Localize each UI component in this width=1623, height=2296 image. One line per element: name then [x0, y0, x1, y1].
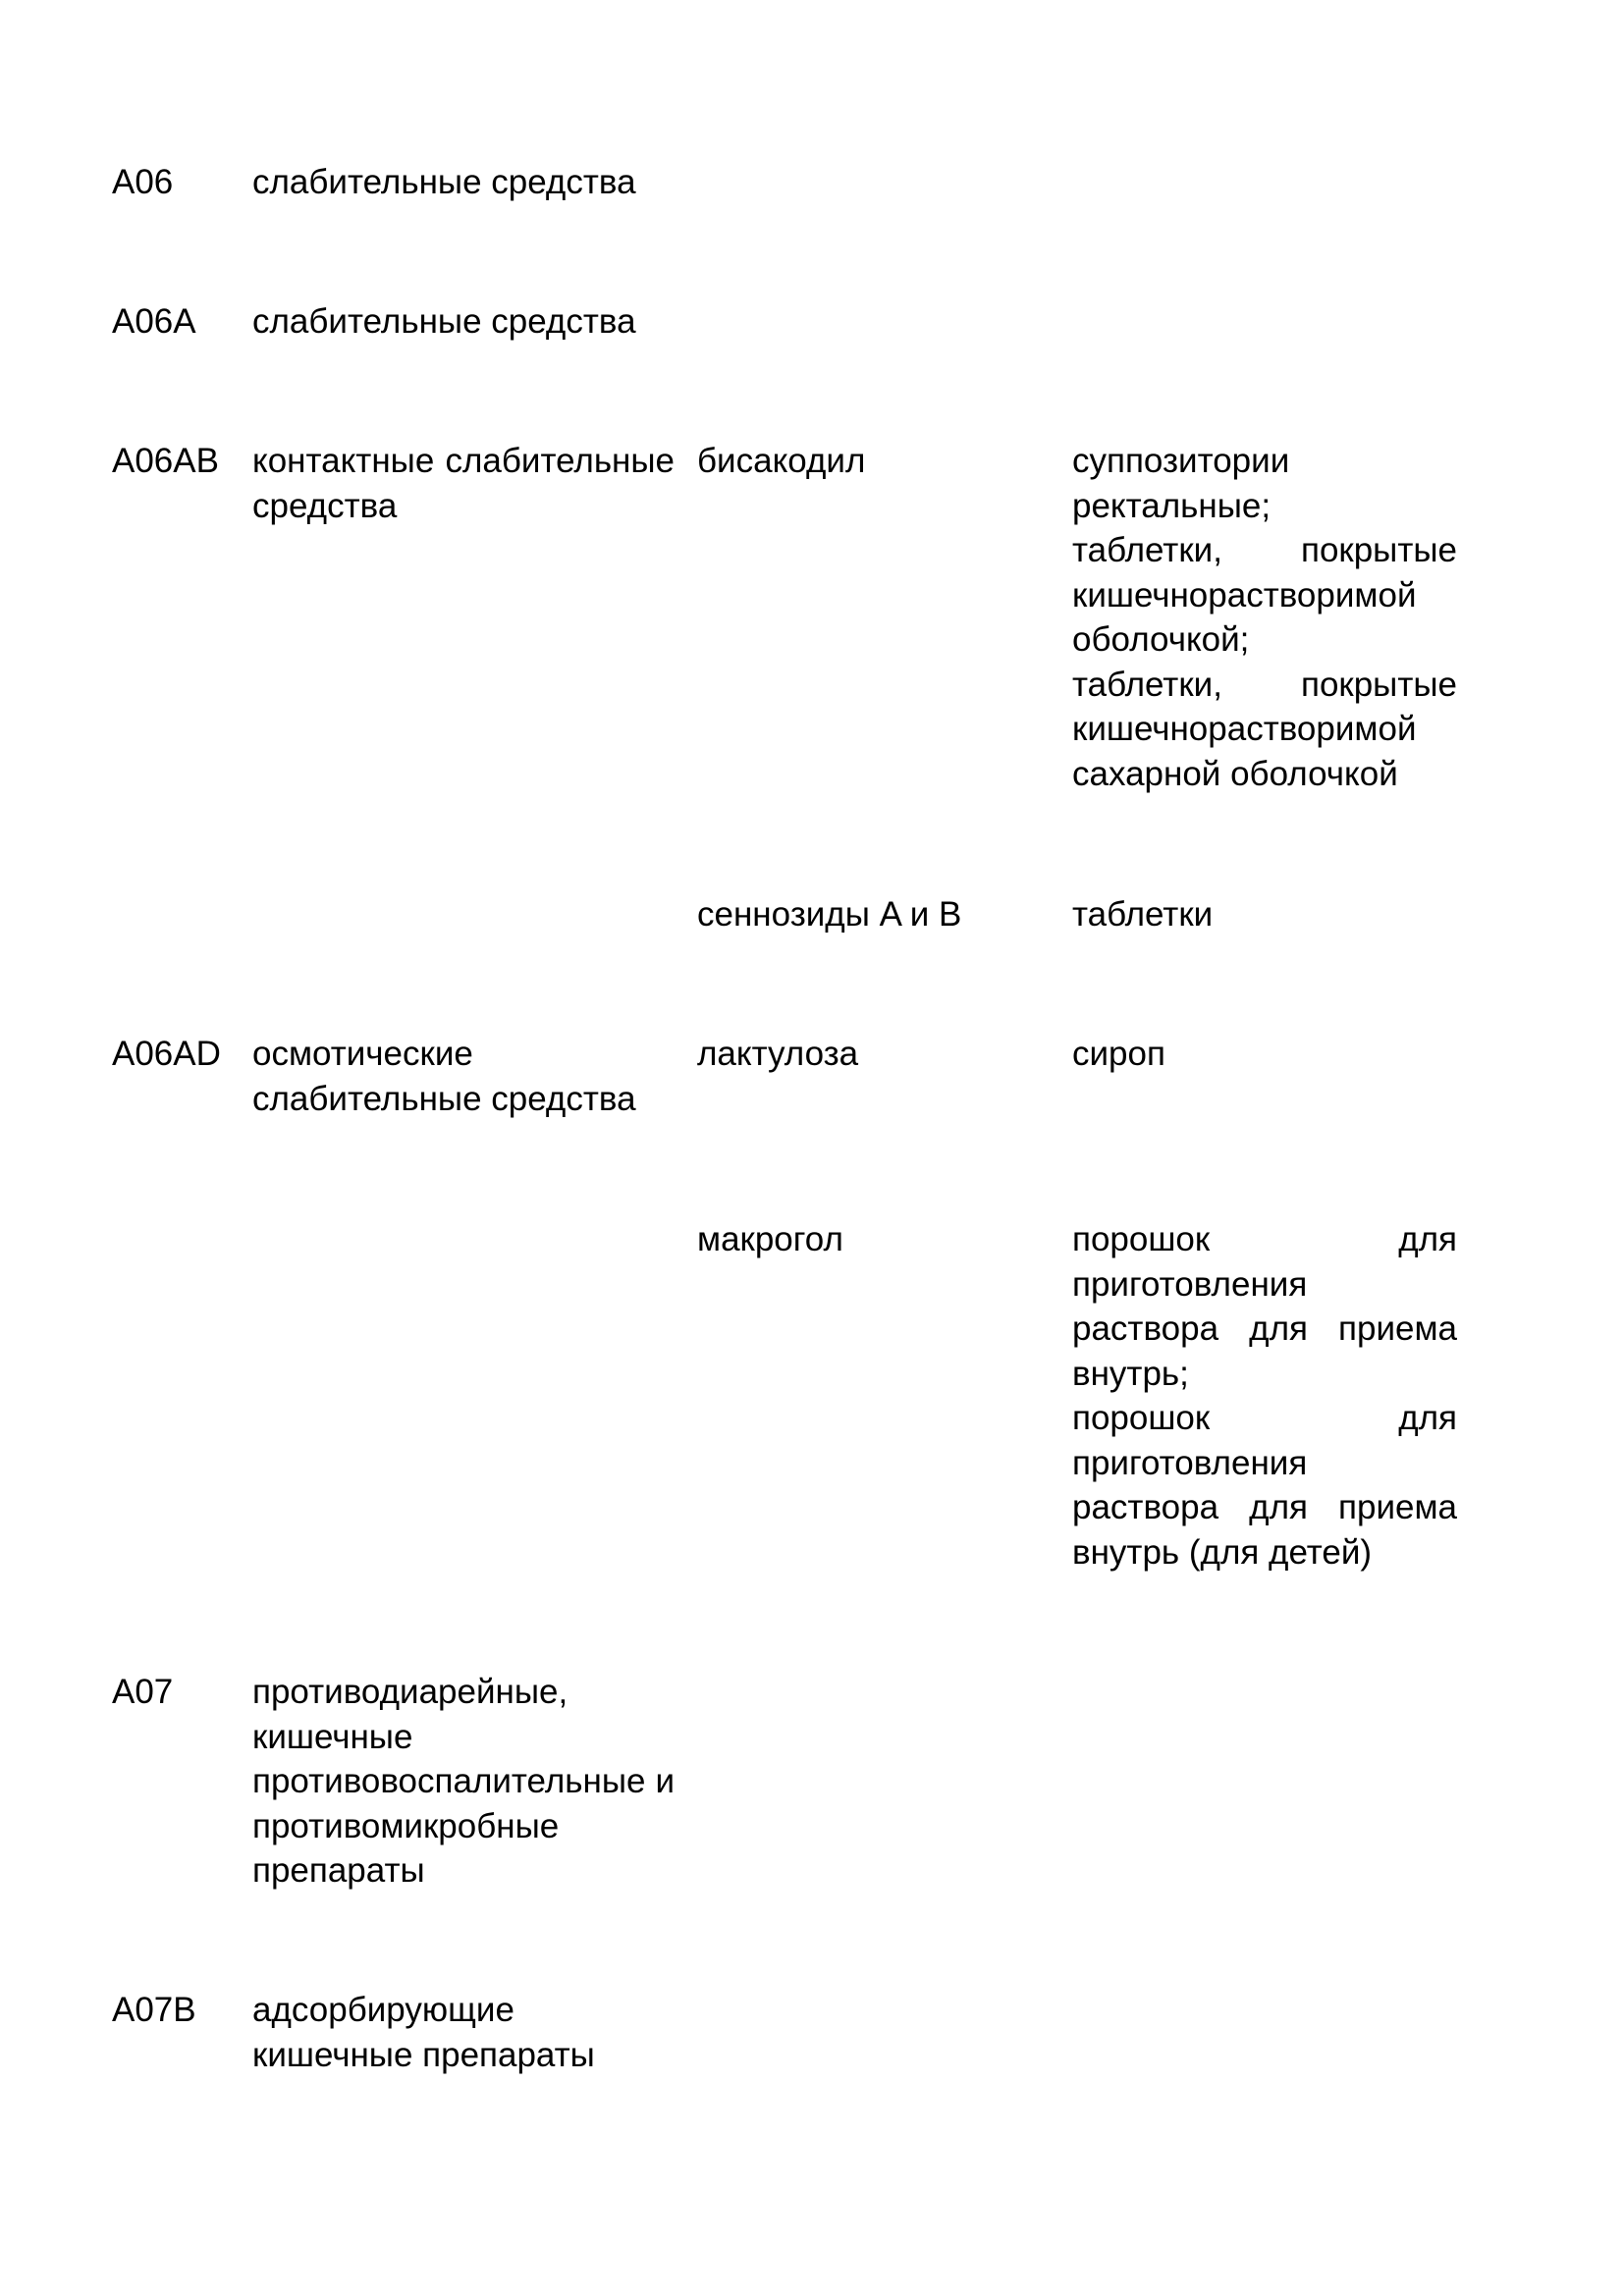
name-line: осмотические слабительные средства — [252, 1035, 636, 1118]
atc-code: A06AB — [112, 442, 219, 480]
drug-inn: лактулоза — [697, 1035, 859, 1073]
dosage-form-line: таблетки, покрытые кишечнорастворимой оболочкой; — [1072, 531, 1457, 659]
dosage-forms — [1072, 1217, 1457, 1575]
dosage-forms — [1072, 1032, 1457, 1077]
atc-group-name — [252, 299, 675, 345]
atc-code: A07 — [112, 1673, 174, 1711]
atc-group-name — [252, 1988, 675, 2077]
atc-code: A06AD — [112, 1035, 221, 1073]
name-line: слабительные средства — [252, 302, 636, 341]
atc-group-name — [252, 160, 675, 205]
drug-inn: сеннозиды A и B — [697, 895, 962, 934]
name-line: контактные слабительные средства — [252, 442, 675, 525]
dosage-form-line: суппозитории ректальные; — [1072, 442, 1290, 525]
dosage-form-line: порошок для приготовления раствора для приема внутрь; — [1072, 1220, 1457, 1393]
dosage-form-line: таблетки — [1072, 895, 1214, 934]
dosage-forms — [1072, 439, 1457, 796]
name-line: слабительные средства — [252, 163, 636, 201]
atc-code: A06A — [112, 302, 196, 341]
dosage-forms — [1072, 892, 1457, 937]
dosage-form-line: таблетки, покрытые кишечнорастворимой сахарной оболочкой — [1072, 665, 1457, 793]
atc-group-name — [252, 1032, 675, 1121]
atc-group-name — [252, 439, 675, 528]
drug-inn: макрогол — [697, 1220, 843, 1258]
atc-group-name — [252, 1670, 675, 1894]
atc-code: A06 — [112, 163, 174, 201]
name-line: адсорбирующие кишечные препараты — [252, 1991, 595, 2074]
dosage-form-line: сироп — [1072, 1035, 1165, 1073]
name-line: противодиарейные, кишечные противовоспалительные и противомикробные препараты — [252, 1673, 675, 1890]
drug-inn: бисакодил — [697, 442, 866, 480]
atc-code: A07B — [112, 1991, 196, 2029]
dosage-form-line: порошок для приготовления раствора для приема внутрь (для детей) — [1072, 1399, 1457, 1572]
